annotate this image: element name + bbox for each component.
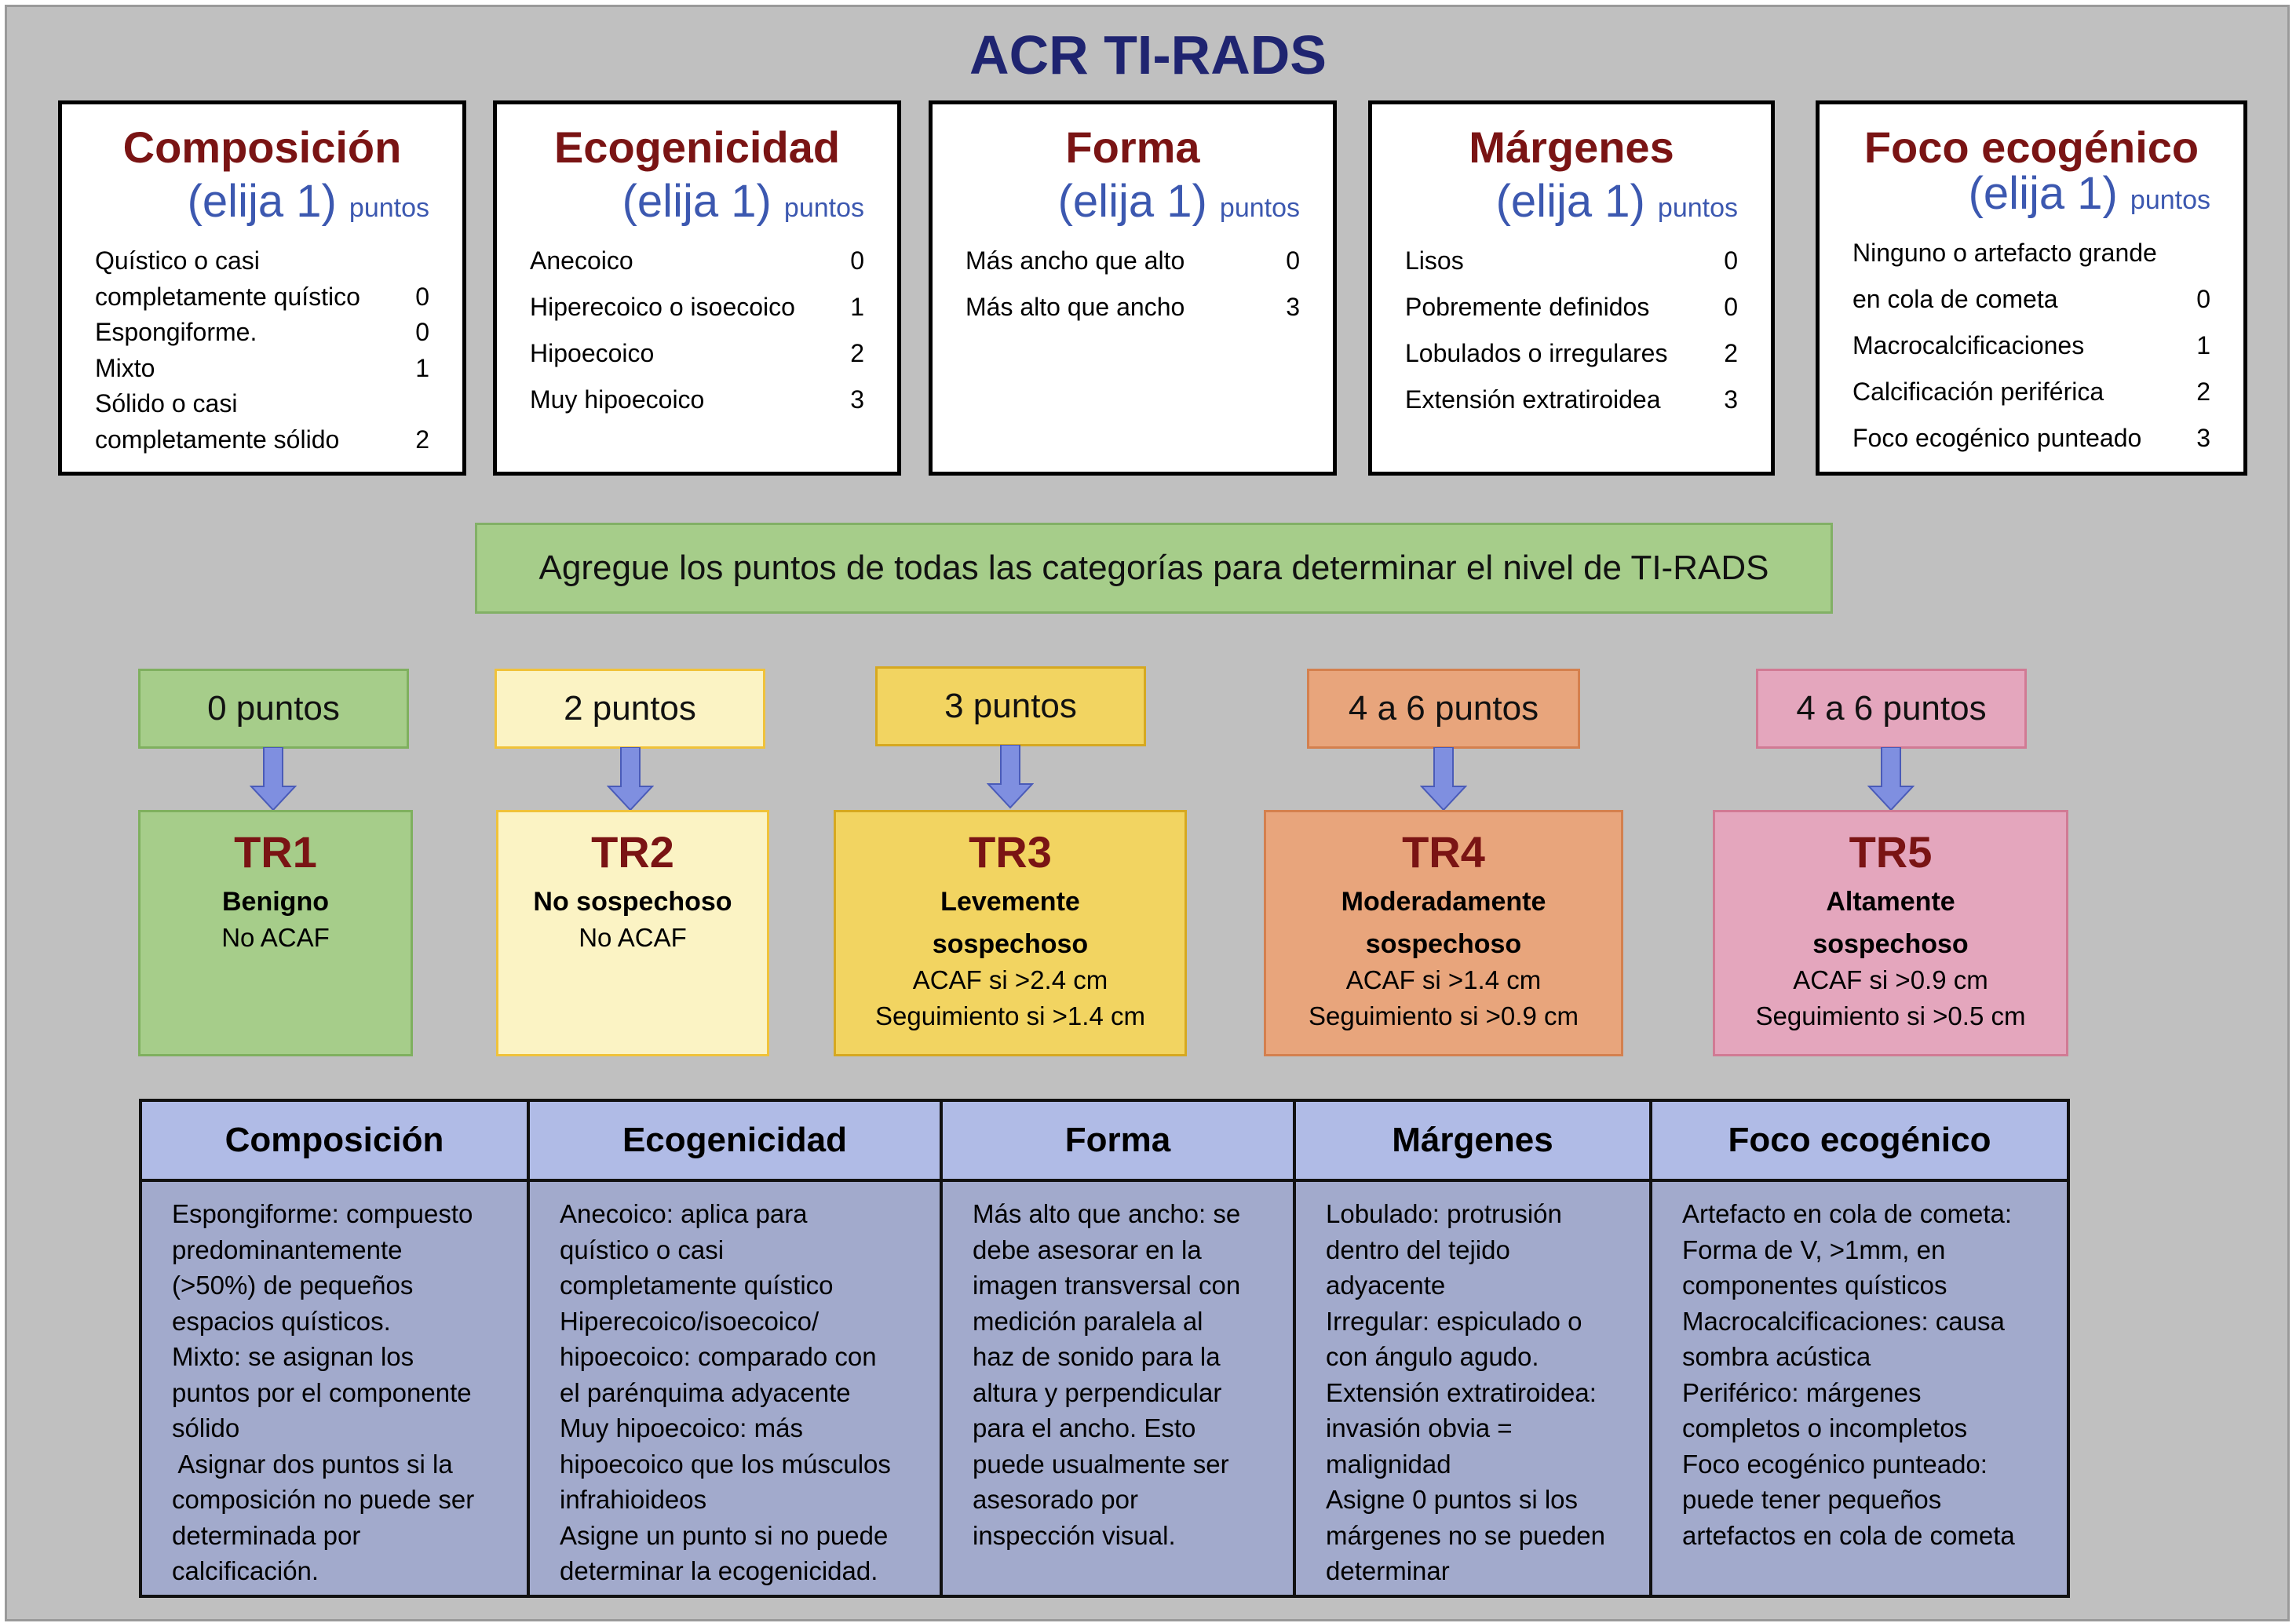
choose-one-label: (elija 1) <box>187 176 349 227</box>
category-option <box>95 425 429 454</box>
option-score: 0 <box>1724 293 1738 321</box>
option-label: Pobremente definidos <box>1405 293 1650 321</box>
option-label: completamente quístico <box>95 282 360 311</box>
level-name: sospechoso <box>1365 929 1522 959</box>
cell-line: determinar la ecogenicidad. <box>560 1556 878 1585</box>
category-title: Forma <box>1065 122 1200 172</box>
table-column <box>943 1102 1296 1595</box>
points-box: 4 a 6 puntos <box>1756 669 2027 749</box>
option-label: Foco ecogénico punteado <box>1852 424 2142 452</box>
cell-line: calcificación. <box>172 1556 319 1585</box>
category-box <box>929 100 1337 476</box>
category-option <box>1405 246 1738 275</box>
category-option <box>530 385 864 414</box>
table-header: Composición <box>142 1102 527 1182</box>
level-recommendation: No ACAF <box>221 923 330 952</box>
table-column <box>1652 1102 2067 1595</box>
option-score: 3 <box>850 385 864 414</box>
category-option <box>530 339 864 368</box>
level-name: Levemente <box>940 887 1080 917</box>
level-recommendation: Seguimiento si >0.9 cm <box>1309 1001 1579 1030</box>
table-cell <box>1296 1182 1649 1589</box>
cell-line: Hiperecoico/isoecoico/ <box>560 1306 819 1336</box>
category-box <box>1816 100 2247 476</box>
cell-line: Extensión extratiroidea: <box>1326 1377 1597 1407</box>
category-instruction <box>1058 175 1300 228</box>
option-score: 0 <box>850 246 864 275</box>
option-label: Anecoico <box>530 246 633 275</box>
down-arrow-icon <box>987 745 1034 809</box>
cell-line: Periférico: márgenes <box>1682 1377 1922 1407</box>
option-score: 3 <box>2196 424 2210 452</box>
cell-line: para el ancho. Esto <box>973 1413 1196 1442</box>
table-cell <box>142 1182 527 1589</box>
choose-one-label: (elija 1) <box>1057 176 1220 227</box>
option-label: Espongiforme. <box>95 318 257 346</box>
option-score: 2 <box>1724 339 1738 367</box>
category-option <box>965 246 1300 275</box>
option-label: Muy hipoecoico <box>530 385 705 414</box>
cell-line: componentes quísticos <box>1682 1271 1947 1300</box>
down-arrow-icon <box>1420 747 1467 812</box>
option-score: 1 <box>2196 331 2210 359</box>
level-name: sospechoso <box>932 929 1089 959</box>
category-option <box>1852 377 2210 407</box>
option-label: Lobulados o irregulares <box>1405 339 1668 367</box>
category-title: Ecogenicidad <box>553 122 841 172</box>
level-recommendation: ACAF si >2.4 cm <box>912 965 1108 994</box>
level-recommendation: ACAF si >1.4 cm <box>1345 965 1542 994</box>
category-instruction <box>1496 175 1738 228</box>
table-cell <box>943 1182 1293 1553</box>
points-label: puntos <box>783 193 864 223</box>
table-header: Foco ecogénico <box>1652 1102 2067 1182</box>
table-column <box>530 1102 943 1595</box>
option-score: 2 <box>850 339 864 367</box>
cell-line: Muy hipoecoico: más <box>560 1413 803 1442</box>
option-label: Más alto que ancho <box>965 293 1185 321</box>
option-label: en cola de cometa <box>1852 285 2058 313</box>
cell-line: Irregular: espiculado o <box>1326 1306 1582 1336</box>
cell-line: sombra acústica <box>1682 1342 1871 1371</box>
option-label: Ninguno o artefacto grande <box>1852 239 2157 267</box>
option-score: 0 <box>415 282 429 311</box>
cell-line: determinada por <box>172 1520 361 1550</box>
cell-line: completamente quístico <box>560 1271 834 1300</box>
cell-line: (>50%) de pequeños <box>172 1271 414 1300</box>
tirads-level-box <box>1713 810 2068 1056</box>
option-score: 3 <box>1286 293 1300 321</box>
cell-line: hipoecoico que los músculos <box>560 1449 891 1479</box>
cell-line: puede tener pequeños <box>1682 1485 1942 1514</box>
category-option <box>95 318 429 347</box>
option-score: 0 <box>2196 285 2210 313</box>
level-code: TR1 <box>234 827 317 877</box>
category-instruction <box>1969 167 2210 220</box>
cell-line: predominantemente <box>172 1235 403 1264</box>
page-title: ACR TI-RADS <box>969 24 1327 86</box>
level-code: TR3 <box>969 827 1052 877</box>
cell-line: Artefacto en cola de cometa: <box>1682 1199 2013 1228</box>
cell-line: puede usualmente ser <box>973 1449 1229 1479</box>
cell-line: puntos por el componente <box>172 1377 472 1407</box>
tirads-level-box <box>138 810 413 1056</box>
down-arrow-icon <box>250 747 297 812</box>
table-header: Ecogenicidad <box>530 1102 940 1182</box>
option-label: Extensión extratiroidea <box>1405 385 1661 414</box>
option-score: 3 <box>1724 385 1738 414</box>
option-score: 1 <box>850 293 864 321</box>
table-header: Forma <box>943 1102 1293 1182</box>
option-score: 0 <box>1286 246 1300 275</box>
option-score: 1 <box>415 353 429 382</box>
cell-line: Lobulado: protrusión <box>1326 1199 1562 1228</box>
category-option <box>95 354 429 383</box>
tirads-level-box <box>1264 810 1623 1056</box>
points-label: puntos <box>349 193 429 223</box>
cell-line: composición no puede ser <box>172 1485 475 1514</box>
down-arrow-icon <box>607 747 654 812</box>
category-option <box>1852 285 2210 314</box>
cell-line: dentro del tejido <box>1326 1235 1510 1264</box>
down-arrow-icon <box>1867 747 1915 812</box>
cell-line: Mixto: se asignan los <box>172 1342 414 1371</box>
category-title: Márgenes <box>1469 122 1674 172</box>
cell-line: artefactos en cola de cometa <box>1682 1520 2015 1550</box>
option-label: Mixto <box>95 353 155 382</box>
level-recommendation: Seguimiento si >0.5 cm <box>1755 1001 2026 1030</box>
cell-line: con ángulo agudo. <box>1326 1342 1539 1371</box>
cell-line: Asignar dos puntos si la <box>172 1449 453 1479</box>
definitions-table <box>139 1099 2070 1598</box>
category-option <box>1852 424 2210 453</box>
cell-line: Foco ecogénico punteado: <box>1682 1449 1988 1479</box>
choose-one-label: (elija 1) <box>622 176 784 227</box>
cell-line: asesorado por <box>973 1485 1138 1514</box>
tirads-level-box <box>834 810 1187 1056</box>
category-option <box>95 246 429 275</box>
category-instruction <box>188 175 429 228</box>
cell-line: Forma de V, >1mm, en <box>1682 1235 1946 1264</box>
choose-one-label: (elija 1) <box>1495 176 1658 227</box>
option-score: 2 <box>2196 377 2210 406</box>
cell-line: imagen transversal con <box>973 1271 1241 1300</box>
option-label: Hiperecoico o isoecoico <box>530 293 795 321</box>
category-option <box>1852 239 2210 268</box>
option-score: 0 <box>415 318 429 346</box>
level-name: sospechoso <box>1812 929 1969 959</box>
cell-line: Más alto que ancho: se <box>973 1199 1241 1228</box>
category-option <box>1852 331 2210 360</box>
option-label: Lisos <box>1405 246 1464 275</box>
table-cell <box>1652 1182 2067 1553</box>
cell-line: malignidad <box>1326 1449 1451 1479</box>
level-code: TR2 <box>591 827 674 877</box>
table-cell <box>530 1182 940 1589</box>
option-label: Macrocalcificaciones <box>1852 331 2085 359</box>
category-option <box>1405 339 1738 368</box>
cell-line: invasión obvia = <box>1326 1413 1513 1442</box>
category-box <box>1368 100 1775 476</box>
points-box: 4 a 6 puntos <box>1307 669 1580 749</box>
level-recommendation: Seguimiento si >1.4 cm <box>875 1001 1145 1030</box>
category-box <box>493 100 901 476</box>
cell-line: Espongiforme: compuesto <box>172 1199 473 1228</box>
option-score: 0 <box>1724 246 1738 275</box>
cell-line: Macrocalcificaciones: causa <box>1682 1306 2005 1336</box>
option-label: Hipoecoico <box>530 339 655 367</box>
category-instruction <box>622 175 864 228</box>
choose-one-label: (elija 1) <box>1968 168 2130 219</box>
cell-line: completos o incompletos <box>1682 1413 1968 1442</box>
points-label: puntos <box>1219 193 1300 223</box>
cell-line: infrahioideos <box>560 1485 707 1514</box>
category-option <box>530 246 864 275</box>
option-label: Quístico o casi <box>95 246 260 275</box>
cell-line: inspección visual. <box>973 1520 1176 1550</box>
points-label: puntos <box>2130 185 2210 215</box>
cell-line: determinar <box>1326 1556 1450 1585</box>
table-header: Márgenes <box>1296 1102 1649 1182</box>
cell-line: Asigne 0 puntos si los <box>1326 1485 1579 1514</box>
cell-line: haz de sonido para la <box>973 1342 1221 1371</box>
cell-line: el parénquima adyacente <box>560 1377 851 1407</box>
table-column <box>142 1102 530 1595</box>
level-code: TR5 <box>1849 827 1933 877</box>
level-name: Moderadamente <box>1341 887 1546 917</box>
category-option <box>530 293 864 322</box>
level-recommendation: ACAF si >0.9 cm <box>1793 965 1988 994</box>
cell-line: Asigne un punto si no puede <box>560 1520 889 1550</box>
option-label: completamente sólido <box>95 425 340 454</box>
option-label: Sólido o casi <box>95 389 238 418</box>
cell-line: altura y perpendicular <box>973 1377 1222 1407</box>
instruction-bar: Agregue los puntos de todas las categorías para determinar el nivel de TI-RADS <box>475 523 1833 614</box>
option-score: 2 <box>415 425 429 454</box>
cell-line: Anecoico: aplica para <box>560 1199 808 1228</box>
level-name: No sospechoso <box>533 887 732 917</box>
category-option <box>1405 385 1738 414</box>
category-title: Foco ecogénico <box>1863 122 2199 172</box>
cell-line: debe asesorar en la <box>973 1235 1202 1264</box>
option-label: Calcificación periférica <box>1852 377 2104 406</box>
level-recommendation: No ACAF <box>579 923 687 952</box>
cell-line: medición paralela al <box>973 1306 1203 1336</box>
option-label: Más ancho que alto <box>965 246 1185 275</box>
tirads-level-box <box>496 810 769 1056</box>
cell-line: hipoecoico: comparado con <box>560 1342 877 1371</box>
cell-line: sólido <box>172 1413 240 1442</box>
level-name: Benigno <box>222 887 329 917</box>
category-option <box>965 293 1300 322</box>
points-box: 3 puntos <box>875 666 1146 746</box>
cell-line: espacios quísticos. <box>172 1306 391 1336</box>
cell-line: quístico o casi <box>560 1235 725 1264</box>
points-box: 2 puntos <box>495 669 765 749</box>
category-option <box>1405 293 1738 322</box>
level-name: Altamente <box>1826 887 1955 917</box>
cell-line: márgenes no se pueden <box>1326 1520 1605 1550</box>
points-label: puntos <box>1657 193 1738 223</box>
category-option <box>95 389 429 418</box>
category-option <box>95 283 429 312</box>
level-code: TR4 <box>1402 827 1485 877</box>
cell-line: adyacente <box>1326 1271 1446 1300</box>
points-box: 0 puntos <box>138 669 409 749</box>
category-box <box>58 100 466 476</box>
category-title: Composición <box>122 122 402 172</box>
table-column <box>1296 1102 1652 1595</box>
